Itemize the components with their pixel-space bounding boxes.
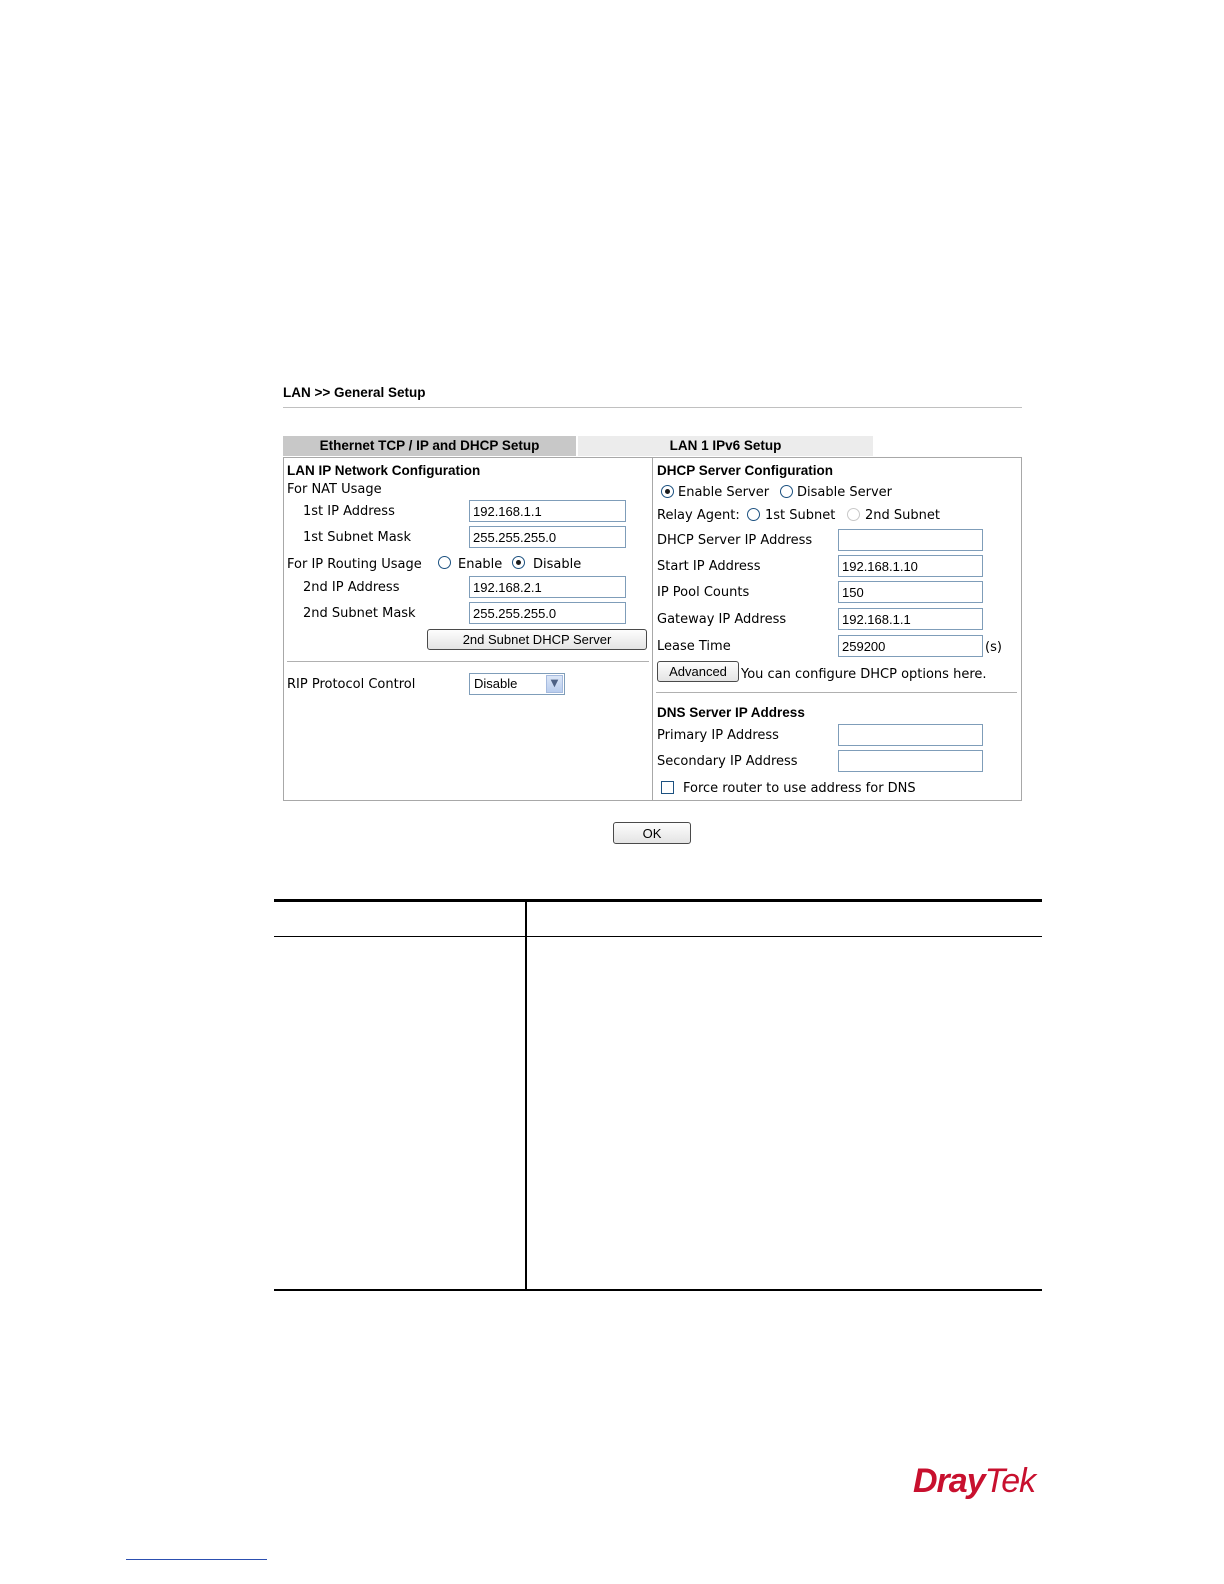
table-bottom-rule xyxy=(274,1289,1042,1291)
dhcp-server-ip-label: DHCP Server IP Address xyxy=(657,533,813,548)
routing-enable-radio[interactable] xyxy=(438,556,451,569)
start-ip-label: Start IP Address xyxy=(657,559,761,574)
relay-first-subnet-label: 1st Subnet xyxy=(765,508,836,523)
start-ip-input[interactable] xyxy=(838,555,983,577)
table-header-rule xyxy=(274,936,1042,937)
gateway-ip-input[interactable] xyxy=(838,608,983,630)
relay-agent-label: Relay Agent: xyxy=(657,508,740,523)
tab-lan1-ipv6[interactable]: LAN 1 IPv6 Setup xyxy=(578,436,873,456)
routing-enable-label: Enable xyxy=(458,557,503,572)
lease-time-label: Lease Time xyxy=(657,639,731,654)
enable-server-label: Enable Server xyxy=(678,485,770,500)
table-column-divider xyxy=(525,899,527,1290)
lan-divider xyxy=(287,661,649,662)
mask2-label: 2nd Subnet Mask xyxy=(303,606,416,621)
second-subnet-dhcp-button[interactable]: 2nd Subnet DHCP Server xyxy=(427,629,647,650)
mask1-label: 1st Subnet Mask xyxy=(303,530,411,545)
table-top-rule xyxy=(274,899,1042,902)
logo-part-dray: Dray xyxy=(913,1462,985,1500)
breadcrumb-divider xyxy=(283,407,1022,408)
rip-select-value: Disable xyxy=(474,676,518,691)
primary-dns-input[interactable] xyxy=(838,724,983,746)
rip-label: RIP Protocol Control xyxy=(287,677,416,692)
secondary-dns-label: Secondary IP Address xyxy=(657,754,798,769)
ip1-input[interactable] xyxy=(469,500,626,522)
mask1-input[interactable] xyxy=(469,526,626,548)
breadcrumb: LAN >> General Setup xyxy=(283,385,426,400)
ip2-label: 2nd IP Address xyxy=(303,580,400,595)
dhcp-config-title: DHCP Server Configuration xyxy=(657,463,834,478)
pool-counts-input[interactable] xyxy=(838,581,983,603)
relay-second-subnet-label: 2nd Subnet xyxy=(865,508,940,523)
mask2-input[interactable] xyxy=(469,602,626,624)
lan-config-title: LAN IP Network Configuration xyxy=(287,463,481,478)
dhcp-server-ip-input[interactable] xyxy=(838,529,983,551)
advanced-button[interactable]: Advanced xyxy=(657,661,739,682)
dhcp-divider xyxy=(656,692,1017,693)
routing-usage-label: For IP Routing Usage xyxy=(287,557,422,572)
pool-counts-label: IP Pool Counts xyxy=(657,585,750,600)
draytek-logo xyxy=(913,1462,1035,1501)
lease-time-input[interactable] xyxy=(838,635,983,657)
ok-button[interactable]: OK xyxy=(613,822,691,844)
primary-dns-label: Primary IP Address xyxy=(657,728,779,743)
nat-usage-label: For NAT Usage xyxy=(287,482,382,497)
ip2-input[interactable] xyxy=(469,576,626,598)
footer-link-rule xyxy=(126,1559,267,1560)
gateway-ip-label: Gateway IP Address xyxy=(657,612,787,627)
logo-part-tek: Tek xyxy=(984,1462,1036,1500)
force-dns-checkbox[interactable] xyxy=(661,781,674,794)
chevron-down-icon[interactable]: ▼ xyxy=(546,675,563,693)
lease-unit-label: (s) xyxy=(985,640,1002,655)
ip1-label: 1st IP Address xyxy=(303,504,395,519)
routing-disable-label: Disable xyxy=(533,557,582,572)
dns-title: DNS Server IP Address xyxy=(657,705,805,720)
force-dns-label: Force router to use address for DNS xyxy=(683,781,916,796)
secondary-dns-input[interactable] xyxy=(838,750,983,772)
relay-second-subnet-radio xyxy=(847,508,860,521)
advanced-note: You can configure DHCP options here. xyxy=(741,667,987,682)
routing-disable-radio[interactable] xyxy=(512,556,525,569)
disable-server-label: Disable Server xyxy=(797,485,892,500)
disable-server-radio[interactable] xyxy=(780,485,793,498)
enable-server-radio[interactable] xyxy=(661,485,674,498)
relay-first-subnet-radio[interactable] xyxy=(747,508,760,521)
rip-select[interactable] xyxy=(469,673,565,695)
tab-ethernet-tcp-ip[interactable]: Ethernet TCP / IP and DHCP Setup xyxy=(283,436,576,456)
